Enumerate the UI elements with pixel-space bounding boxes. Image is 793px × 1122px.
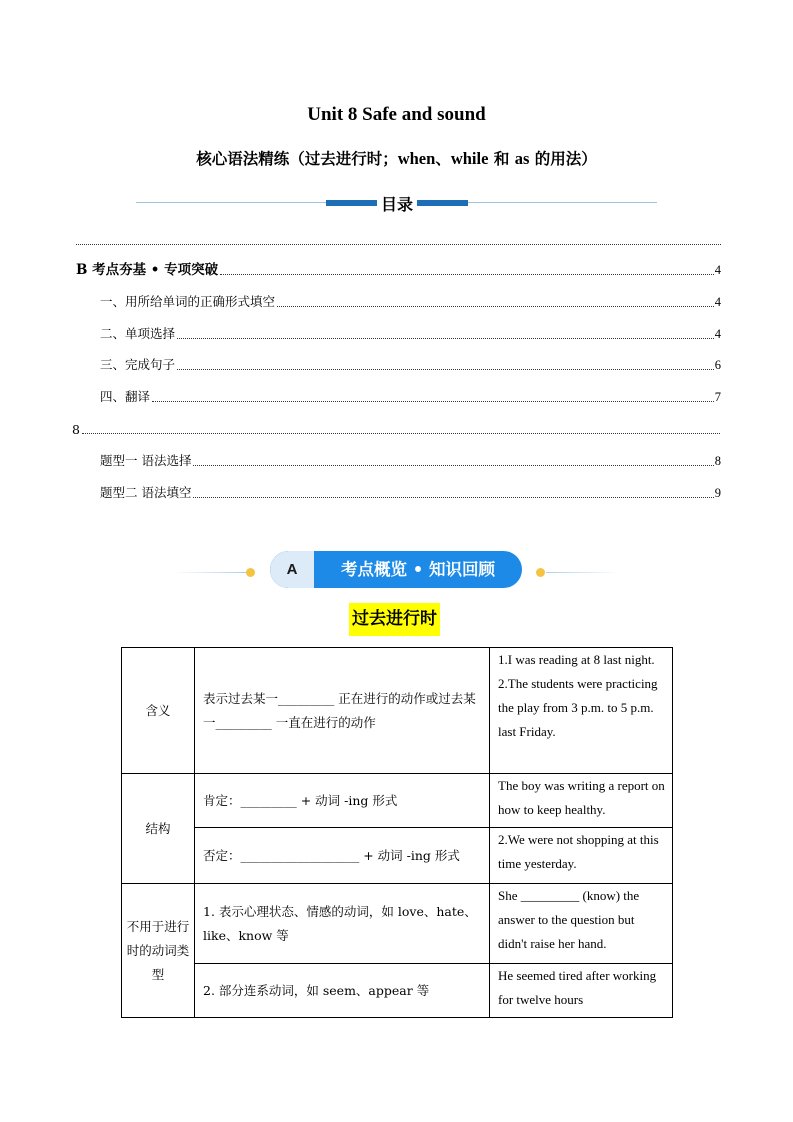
section-pill bbox=[270, 551, 522, 588]
toc-entry-page: 6 bbox=[714, 358, 721, 372]
topic-heading: 过去进行时 bbox=[349, 603, 440, 636]
subtitle-while: while bbox=[450, 149, 489, 168]
example-text: 2.We were not shopping at this time yesterday. bbox=[498, 832, 659, 871]
section-letter: A bbox=[270, 551, 314, 588]
table-row bbox=[122, 884, 673, 964]
page-title: Unit 8 Safe and sound bbox=[307, 104, 486, 125]
subtitle-sep: 、 bbox=[435, 149, 451, 168]
subtitle-he: 和 bbox=[488, 149, 515, 168]
banner-dot-left bbox=[246, 568, 255, 577]
example-text: She _________ (know) the answer to the question but didn't raise her hand. bbox=[498, 888, 640, 951]
toc-entry-label: 一、用所给单词的正确形式填空 bbox=[100, 294, 276, 309]
toc-accent-left bbox=[326, 200, 377, 206]
toc-entry-page: 4 bbox=[714, 263, 721, 277]
row-head-structure: 结构 bbox=[122, 774, 195, 884]
subtitle-as: as bbox=[514, 149, 530, 168]
toc-leader bbox=[177, 368, 714, 370]
row-non-progressive-2: 2. 部分连系动词，如 seem、appear 等 bbox=[195, 964, 490, 1018]
table-row bbox=[122, 774, 673, 828]
toc-entry-label: 三、完成句子 bbox=[100, 357, 176, 372]
table-row bbox=[122, 828, 673, 884]
grammar-table bbox=[121, 647, 673, 1018]
row-structure-positive-example bbox=[490, 774, 673, 828]
page-subtitle bbox=[0, 147, 793, 169]
toc-entry-page: 4 bbox=[714, 295, 721, 309]
toc-entry-page: 4 bbox=[714, 327, 721, 341]
toc-entry-label: B 考点夯基 • 专项突破 bbox=[76, 262, 219, 278]
subtitle-when: when bbox=[397, 149, 436, 168]
toc-entry-c[interactable] bbox=[72, 421, 721, 437]
toc-divider-left bbox=[136, 202, 326, 203]
row-meaning-examples bbox=[490, 648, 673, 774]
toc-leader bbox=[220, 273, 714, 275]
toc-leader bbox=[193, 464, 713, 466]
row-non-progressive-1-example bbox=[490, 884, 673, 964]
toc-dotted-separator bbox=[76, 232, 721, 245]
toc-entry-label: 二、单项选择 bbox=[100, 326, 176, 341]
toc-entry-b[interactable] bbox=[76, 262, 721, 278]
toc-entry-label: 四、翻译 bbox=[100, 389, 151, 404]
banner-dot-right bbox=[536, 568, 545, 577]
toc-leader bbox=[193, 496, 713, 498]
toc-accent-right bbox=[417, 200, 468, 206]
subtitle-part-1: 核心语法精练（过去进行时； bbox=[196, 149, 398, 168]
section-a-banner bbox=[174, 551, 620, 589]
row-non-progressive-2-example bbox=[490, 964, 673, 1018]
row-structure-negative: 否定：___________________ + 动词 -ing 形式 bbox=[195, 828, 490, 884]
toc-divider-right bbox=[468, 202, 657, 203]
toc-leader bbox=[152, 400, 714, 402]
toc-heading-banner bbox=[136, 192, 657, 214]
toc-leader bbox=[177, 337, 714, 339]
table-row bbox=[122, 648, 673, 774]
toc-entry-type-2[interactable] bbox=[100, 485, 721, 501]
toc-entry-label: 8 bbox=[72, 422, 80, 437]
toc-entry-label: 题型二 语法填空 bbox=[100, 485, 192, 500]
example-text: 1.I was reading at 8 last night. bbox=[498, 652, 655, 667]
toc-entry-type-1[interactable] bbox=[100, 453, 721, 469]
toc-leader bbox=[277, 305, 714, 307]
example-text: The boy was writing a report on how to keep healthy. bbox=[498, 778, 665, 817]
toc-entry-3[interactable] bbox=[100, 357, 721, 373]
row-structure-positive: 肯定：_________ + 动词 -ing 形式 bbox=[195, 774, 490, 828]
toc-entry-page: 7 bbox=[714, 390, 721, 404]
row-head-non-progressive: 不用于进行时的动词类型 bbox=[122, 884, 195, 1018]
toc-entry-page: 8 bbox=[714, 454, 721, 468]
section-title: 考点概览 • 知识回顾 bbox=[340, 560, 496, 579]
table-row bbox=[122, 964, 673, 1018]
row-non-progressive-1: 1. 表示心理状态、情感的动词，如 love、hate、like、know 等 bbox=[195, 884, 490, 964]
toc-entry-page: 9 bbox=[714, 486, 721, 500]
toc-leader bbox=[82, 432, 720, 434]
toc-entry-4[interactable] bbox=[100, 389, 721, 405]
example-text: He seemed tired after working for twelve hours bbox=[498, 968, 657, 1007]
toc-entry-2[interactable] bbox=[100, 326, 721, 342]
row-head-meaning: 含义 bbox=[122, 648, 195, 774]
banner-line-right bbox=[546, 572, 620, 573]
toc-heading: 目录 bbox=[377, 192, 417, 215]
row-structure-negative-example bbox=[490, 828, 673, 884]
banner-line-left bbox=[174, 572, 246, 573]
toc-entry-1[interactable] bbox=[100, 294, 721, 310]
example-text: 2.The students were practicing the play from 3 p.m. to 5 p.m. last Friday. bbox=[498, 676, 658, 739]
toc-entry-label: 题型一 语法选择 bbox=[100, 453, 192, 468]
row-meaning-desc: 表示过去某一_________ 正在进行的动作或过去某一_________ 一直在进行的动作 bbox=[195, 648, 490, 774]
subtitle-part-2: 的用法） bbox=[529, 149, 597, 168]
